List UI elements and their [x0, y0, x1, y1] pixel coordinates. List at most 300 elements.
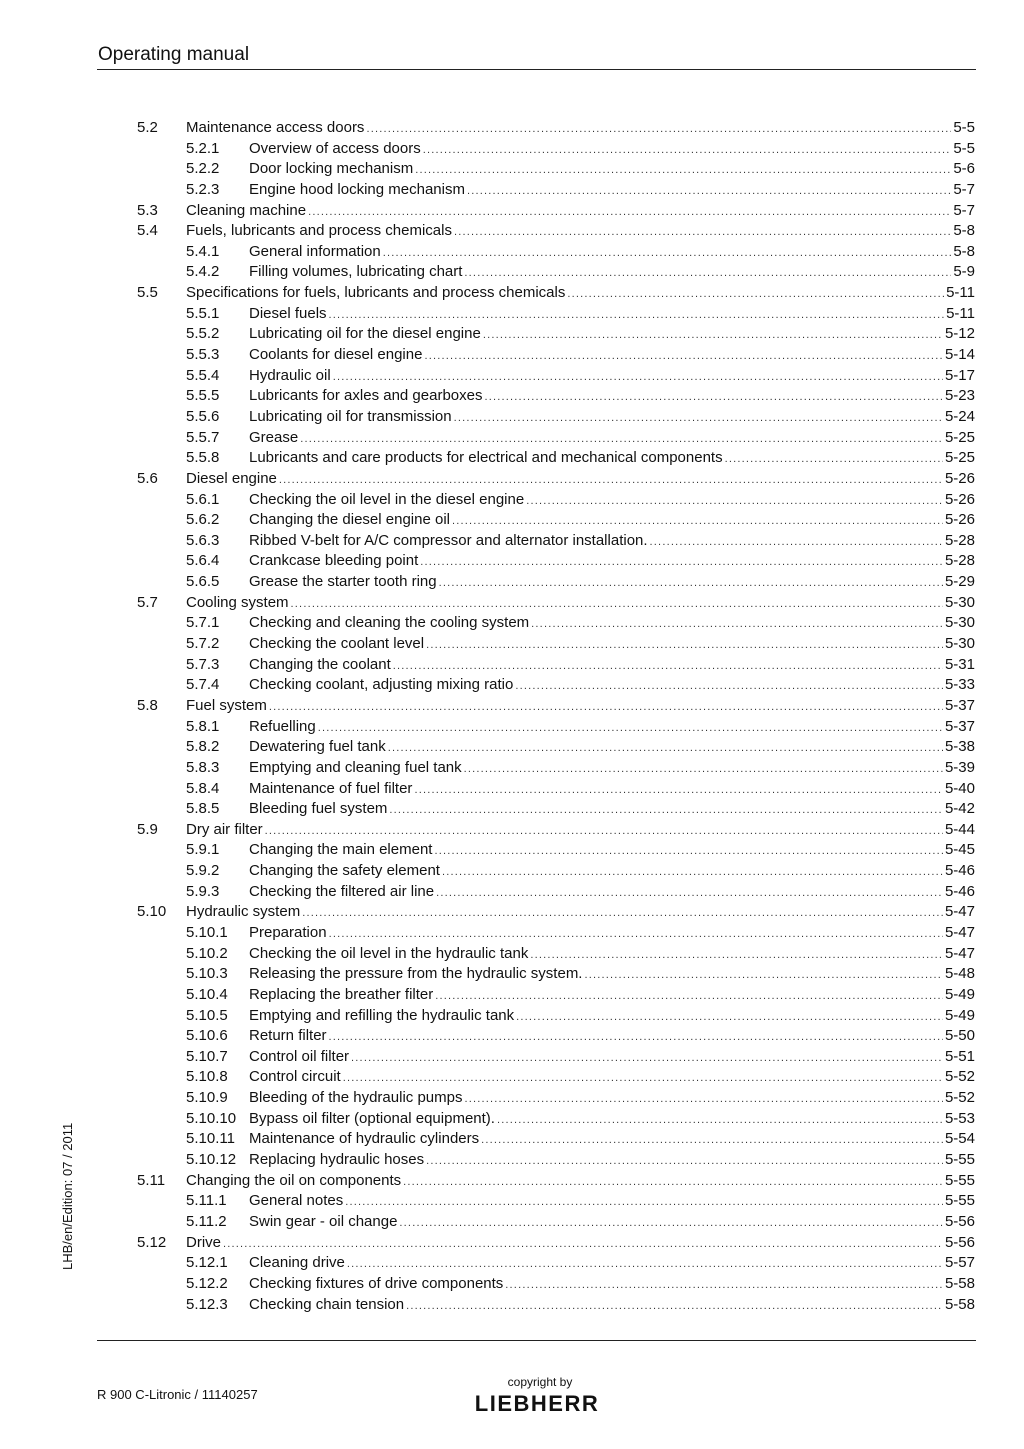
toc-entry[interactable]	[0, 675, 1024, 696]
toc-entry-line	[249, 717, 975, 739]
header-rule	[97, 69, 976, 70]
toc-entry-page: 5-30	[944, 635, 975, 653]
toc-entry-page: 5-29	[944, 573, 975, 591]
toc-entry-line	[249, 366, 975, 388]
toc-entry-title: Hydraulic system	[186, 903, 301, 921]
toc-entry-title: Checking coolant, adjusting mixing ratio	[249, 676, 514, 694]
toc-entry-line	[249, 675, 975, 697]
toc-entry[interactable]	[0, 902, 1024, 923]
toc-entry-line	[186, 1171, 975, 1193]
toc-entry-number: 5.4.2	[186, 263, 220, 281]
toc-entry-number: 5.10.1	[186, 923, 228, 941]
toc-entry-number: 5.4.1	[186, 242, 220, 260]
toc-entry-number: 5.9.1	[186, 841, 220, 859]
toc-entry-number: 5.5.5	[186, 387, 220, 405]
toc-entry-page: 5-26	[944, 469, 975, 487]
dot-leader	[265, 821, 943, 842]
dot-leader	[333, 367, 943, 388]
toc-entry-line	[249, 861, 975, 883]
dot-leader	[308, 202, 951, 223]
dot-leader	[516, 1007, 943, 1028]
toc-entry-page: 5-25	[944, 428, 975, 446]
toc-entry-line	[186, 593, 975, 615]
dot-leader	[442, 862, 943, 883]
dot-leader	[329, 1027, 943, 1048]
toc-entry[interactable]	[0, 1006, 1024, 1027]
toc-entry-title: Checking the oil level in the diesel engine	[249, 490, 525, 508]
toc-entry-line	[249, 799, 975, 821]
toc-entry-number: 5.3	[137, 201, 158, 219]
toc-entry[interactable]	[0, 655, 1024, 676]
toc-entry-title: Swin gear - oil change	[249, 1212, 398, 1230]
toc-entry-title: Changing the coolant	[249, 655, 391, 673]
toc-entry[interactable]	[0, 139, 1024, 160]
toc-entry-page: 5-52	[944, 1089, 975, 1107]
dot-leader	[389, 800, 943, 821]
toc-entry-number: 5.9.3	[186, 882, 220, 900]
dot-leader	[567, 284, 944, 305]
toc-entry[interactable]	[0, 428, 1024, 449]
toc-entry-title: Crankcase bleeding point	[249, 552, 419, 570]
toc-entry-line	[249, 1212, 975, 1234]
dot-leader	[345, 1192, 943, 1213]
toc-entry-number: 5.10.12	[186, 1151, 237, 1169]
dot-leader	[467, 181, 951, 202]
toc-entry[interactable]	[0, 448, 1024, 469]
toc-entry-title: Checking chain tension	[249, 1295, 405, 1313]
toc-entry-page: 5-5	[953, 139, 975, 157]
toc-entry-page: 5-52	[944, 1068, 975, 1086]
dot-leader	[530, 945, 943, 966]
toc-entry-page: 5-24	[944, 407, 975, 425]
toc-entry-title: Fuels, lubricants and process chemicals	[186, 222, 452, 240]
toc-entry-line	[249, 882, 975, 904]
toc-entry-title: Replacing the breather filter	[249, 985, 434, 1003]
toc-entry-title: Dewatering fuel tank	[249, 738, 386, 756]
toc-entry-line	[249, 1274, 975, 1296]
toc-entry-page: 5-49	[944, 1006, 975, 1024]
dot-leader	[505, 1275, 943, 1296]
toc-entry[interactable]	[0, 531, 1024, 552]
toc-entry-page: 5-23	[944, 387, 975, 405]
toc-entry-number: 5.9.2	[186, 862, 220, 880]
toc-entry-title: Changing the main element	[249, 841, 433, 859]
toc-entry-line	[186, 283, 975, 305]
toc-entry[interactable]	[0, 304, 1024, 325]
dot-leader	[279, 470, 943, 491]
toc-entry-page: 5-39	[944, 758, 975, 776]
toc-entry-title: Changing the diesel engine oil	[249, 511, 450, 529]
toc-entry[interactable]	[0, 1171, 1024, 1192]
toc-entry-line	[249, 1129, 975, 1151]
toc-entry-page: 5-37	[944, 717, 975, 735]
toc-entry[interactable]	[0, 634, 1024, 655]
toc-entry-line	[249, 1109, 975, 1131]
toc-entry-number: 5.2.1	[186, 139, 220, 157]
dot-leader	[329, 305, 945, 326]
dot-leader	[484, 387, 942, 408]
toc-entry-title: Overview of access doors	[249, 139, 421, 157]
toc-entry[interactable]	[0, 366, 1024, 387]
page-header-title: Operating manual	[98, 44, 250, 65]
toc-entry-title: Grease	[249, 428, 299, 446]
toc-entry[interactable]	[0, 1109, 1024, 1130]
copyright-label: copyright by	[507, 1375, 573, 1389]
toc-entry-page: 5-58	[944, 1295, 975, 1313]
toc-entry-title: Preparation	[249, 923, 327, 941]
toc-entry-number: 5.12.2	[186, 1274, 228, 1292]
dot-leader	[318, 718, 943, 739]
dot-leader	[464, 1089, 943, 1110]
toc-entry-number: 5.10.5	[186, 1006, 228, 1024]
toc-entry-number: 5.12.1	[186, 1254, 228, 1272]
dot-leader	[423, 140, 952, 161]
dot-leader	[415, 160, 951, 181]
toc-entry-line	[249, 531, 975, 553]
toc-entry-title: Bypass oil filter (optional equipment).	[249, 1109, 495, 1127]
toc-entry-number: 5.7	[137, 593, 158, 611]
toc-entry[interactable]	[0, 1233, 1024, 1254]
toc-entry-number: 5.5.2	[186, 325, 220, 343]
toc-entry[interactable]	[0, 221, 1024, 242]
toc-entry-page: 5-55	[944, 1171, 975, 1189]
toc-entry-line	[249, 758, 975, 780]
toc-entry[interactable]	[0, 1274, 1024, 1295]
toc-entry-page: 5-47	[944, 923, 975, 941]
toc-entry-number: 5.10.3	[186, 965, 228, 983]
toc-entry[interactable]	[0, 840, 1024, 861]
toc-entry-number: 5.2.3	[186, 180, 220, 198]
toc-entry[interactable]	[0, 1253, 1024, 1274]
dot-leader	[435, 986, 943, 1007]
toc-entry-number: 5.7.1	[186, 614, 220, 632]
toc-entry-line	[186, 118, 975, 140]
dot-leader	[383, 243, 952, 264]
toc-entry-page: 5-45	[944, 841, 975, 859]
toc-entry-title: Fuel system	[186, 696, 267, 714]
toc-entry-title: Cooling system	[186, 593, 289, 611]
toc-entry-title: Cleaning machine	[186, 201, 307, 219]
toc-entry-title: Dry air filter	[186, 820, 263, 838]
toc-entry-number: 5.10	[137, 903, 167, 921]
toc-entry[interactable]	[0, 283, 1024, 304]
toc-entry[interactable]	[0, 1088, 1024, 1109]
toc-entry-number: 5.12.3	[186, 1295, 228, 1313]
toc-entry-number: 5.5	[137, 284, 158, 302]
toc-entry[interactable]	[0, 324, 1024, 345]
toc-entry-line	[249, 1067, 975, 1089]
toc-entry-line	[249, 1150, 975, 1172]
toc-entry-title: Checking fixtures of drive components	[249, 1274, 504, 1292]
toc-entry-number: 5.8.4	[186, 779, 220, 797]
toc-entry-line	[186, 820, 975, 842]
toc-entry-title: Checking the coolant level	[249, 635, 425, 653]
toc-entry-number: 5.9	[137, 820, 158, 838]
toc-entry[interactable]	[0, 985, 1024, 1006]
toc-entry[interactable]	[0, 861, 1024, 882]
toc-entry-number: 5.7.3	[186, 655, 220, 673]
toc-entry-line	[249, 1026, 975, 1048]
toc-entry-line	[249, 923, 975, 945]
toc-entry-line	[249, 779, 975, 801]
toc-entry-number: 5.5.7	[186, 428, 220, 446]
toc-entry-line	[249, 510, 975, 532]
dot-leader	[399, 1213, 943, 1234]
toc-entry-title: Checking and cleaning the cooling system	[249, 614, 530, 632]
edition-side-label: LHB/en/Edition: 07 / 2011	[60, 1122, 75, 1270]
dot-leader	[426, 635, 943, 656]
dot-leader	[302, 903, 943, 924]
toc-entry-page: 5-54	[944, 1130, 975, 1148]
toc-entry-number: 5.6	[137, 469, 158, 487]
toc-entry-number: 5.7.2	[186, 635, 220, 653]
toc-entry-page: 5-50	[944, 1027, 975, 1045]
toc-entry-page: 5-55	[944, 1192, 975, 1210]
dot-leader	[452, 511, 943, 532]
dot-leader	[300, 429, 943, 450]
toc-entry-line	[249, 551, 975, 573]
toc-entry-line	[249, 613, 975, 635]
dot-leader	[454, 408, 943, 429]
toc-entry[interactable]	[0, 696, 1024, 717]
toc-entry[interactable]	[0, 613, 1024, 634]
toc-entry-line	[186, 221, 975, 243]
toc-entry-number: 5.2.2	[186, 160, 220, 178]
toc-entry-page: 5-9	[953, 263, 975, 281]
toc-entry[interactable]	[0, 737, 1024, 758]
toc-entry-number: 5.5.8	[186, 449, 220, 467]
dot-leader	[483, 325, 943, 346]
toc-entry-title: Lubricating oil for the diesel engine	[249, 325, 481, 343]
toc-entry[interactable]	[0, 820, 1024, 841]
toc-entry-line	[249, 304, 975, 326]
toc-entry-line	[249, 634, 975, 656]
dot-leader	[725, 449, 943, 470]
toc-entry[interactable]	[0, 1191, 1024, 1212]
toc-entry-number: 5.8.1	[186, 717, 220, 735]
dot-leader	[436, 883, 943, 904]
toc-entry-title: Bleeding fuel system	[249, 800, 388, 818]
toc-entry[interactable]	[0, 1295, 1024, 1316]
dot-leader	[584, 965, 942, 986]
toc-entry[interactable]	[0, 510, 1024, 531]
dot-leader	[426, 1151, 943, 1172]
toc-entry-page: 5-31	[944, 655, 975, 673]
toc-entry-line	[249, 448, 975, 470]
toc-entry-title: Maintenance of hydraulic cylinders	[249, 1130, 480, 1148]
toc-entry-line	[249, 655, 975, 677]
toc-entry[interactable]	[0, 758, 1024, 779]
dot-leader	[269, 697, 943, 718]
toc-entry-page: 5-53	[944, 1109, 975, 1127]
toc-entry-page: 5-26	[944, 490, 975, 508]
footer-rule	[97, 1340, 976, 1341]
toc-entry-number: 5.11.1	[186, 1192, 227, 1210]
toc-entry-number: 5.10.6	[186, 1027, 228, 1045]
toc-entry[interactable]	[0, 386, 1024, 407]
toc-entry-title: Checking the filtered air line	[249, 882, 435, 900]
toc-entry-number: 5.7.4	[186, 676, 220, 694]
toc-entry-page: 5-47	[944, 944, 975, 962]
toc-entry-number: 5.8.5	[186, 800, 220, 818]
toc-entry[interactable]	[0, 490, 1024, 511]
toc-entry-line	[249, 964, 975, 986]
toc-entry[interactable]	[0, 180, 1024, 201]
toc-entry[interactable]	[0, 1047, 1024, 1068]
dot-leader	[388, 738, 943, 759]
toc-entry-page: 5-42	[944, 800, 975, 818]
toc-entry[interactable]	[0, 799, 1024, 820]
toc-entry-page: 5-38	[944, 738, 975, 756]
dot-leader	[351, 1048, 943, 1069]
toc-entry-title: Grease the starter tooth ring	[249, 573, 437, 591]
toc-entry-title: Drive	[186, 1233, 222, 1251]
dot-leader	[393, 656, 943, 677]
toc-entry-line	[249, 159, 975, 181]
toc-entry-number: 5.12	[137, 1233, 167, 1251]
toc-entry-number: 5.10.11	[186, 1130, 235, 1148]
toc-entry[interactable]	[0, 1026, 1024, 1047]
dot-leader	[650, 532, 943, 553]
toc-entry[interactable]	[0, 923, 1024, 944]
toc-entry-line	[249, 1295, 975, 1317]
dot-leader	[347, 1254, 943, 1275]
toc-entry[interactable]	[0, 1212, 1024, 1233]
toc-entry-line	[186, 469, 975, 491]
toc-entry-page: 5-49	[944, 985, 975, 1003]
dot-leader	[464, 759, 943, 780]
toc-entry[interactable]	[0, 551, 1024, 572]
toc-entry-title: Hydraulic oil	[249, 366, 331, 384]
toc-entry-title: Control oil filter	[249, 1047, 350, 1065]
toc-entry-title: Return filter	[249, 1027, 327, 1045]
toc-entry-page: 5-11	[946, 284, 975, 302]
toc-entry-number: 5.10.10	[186, 1109, 237, 1127]
dot-leader	[481, 1130, 943, 1151]
toc-entry[interactable]	[0, 779, 1024, 800]
toc-entry[interactable]	[0, 593, 1024, 614]
toc-entry-page: 5-28	[944, 531, 975, 549]
toc-entry-title: Maintenance of fuel filter	[249, 779, 413, 797]
toc-entry-page: 5-28	[944, 552, 975, 570]
toc-entry-title: Checking the oil level in the hydraulic tank	[249, 944, 529, 962]
toc-entry-page: 5-46	[944, 862, 975, 880]
toc-entry-title: Refuelling	[249, 717, 316, 735]
toc-entry-title: Cleaning drive	[249, 1254, 345, 1272]
toc-entry-page: 5-8	[953, 222, 975, 240]
toc-entry-number: 5.10.8	[186, 1068, 228, 1086]
toc-entry[interactable]	[0, 964, 1024, 985]
toc-entry[interactable]	[0, 118, 1024, 139]
toc-entry-title: Changing the oil on components	[186, 1171, 402, 1189]
dot-leader	[424, 346, 943, 367]
toc-entry-line	[249, 262, 975, 284]
toc-entry[interactable]	[0, 1129, 1024, 1150]
toc-entry-title: General information	[249, 242, 381, 260]
toc-entry-page: 5-7	[953, 180, 975, 198]
toc-entry[interactable]	[0, 262, 1024, 283]
toc-entry-number: 5.10.9	[186, 1089, 228, 1107]
toc-entry-page: 5-58	[944, 1274, 975, 1292]
toc-entry-line	[186, 902, 975, 924]
toc-entry-line	[249, 1047, 975, 1069]
toc-entry-title: Coolants for diesel engine	[249, 346, 423, 364]
toc-entry-page: 5-55	[944, 1151, 975, 1169]
toc-entry-line	[249, 180, 975, 202]
toc-entry[interactable]	[0, 345, 1024, 366]
toc-entry[interactable]	[0, 717, 1024, 738]
toc-entry-page: 5-57	[944, 1254, 975, 1272]
toc-entry-line	[186, 696, 975, 718]
toc-entry-title: General notes	[249, 1192, 344, 1210]
toc-entry-number: 5.6.4	[186, 552, 220, 570]
toc-entry-line	[186, 1233, 975, 1255]
toc-entry-line	[249, 1088, 975, 1110]
toc-entry-title: Bleeding of the hydraulic pumps	[249, 1089, 463, 1107]
toc-entry-title: Diesel fuels	[249, 304, 327, 322]
toc-entry[interactable]	[0, 882, 1024, 903]
dot-leader	[223, 1234, 943, 1255]
dot-leader	[526, 491, 943, 512]
toc-entry[interactable]	[0, 407, 1024, 428]
toc-entry-number: 5.11.2	[186, 1212, 227, 1230]
toc-entry-number: 5.6.5	[186, 573, 220, 591]
dot-leader	[403, 1172, 943, 1193]
toc-entry-title: Filling volumes, lubricating chart	[249, 263, 463, 281]
toc-entry[interactable]	[0, 572, 1024, 593]
dot-leader	[531, 614, 943, 635]
dot-leader	[406, 1296, 943, 1317]
toc-entry-number: 5.8.3	[186, 758, 220, 776]
toc-entry-page: 5-30	[944, 593, 975, 611]
toc-entry-number: 5.10.7	[186, 1047, 228, 1065]
toc-entry-number: 5.2	[137, 119, 158, 136]
toc-entry-page: 5-44	[944, 820, 975, 838]
toc-entry-line	[186, 201, 975, 223]
liebherr-logo-text: LIEBHERR	[474, 1391, 600, 1415]
toc-entry-title: Control circuit	[249, 1068, 341, 1086]
toc-entry-number: 5.5.6	[186, 407, 220, 425]
toc-entry[interactable]	[0, 944, 1024, 965]
toc-entry[interactable]	[0, 242, 1024, 263]
toc-entry-line	[249, 985, 975, 1007]
dot-leader	[454, 222, 951, 243]
toc-entry-number: 5.6.2	[186, 511, 220, 529]
toc-entry-line	[249, 572, 975, 594]
toc-entry-title: Lubricants and care products for electrical and mechanical components	[249, 449, 723, 467]
toc-entry-title: Lubricating oil for transmission	[249, 407, 452, 425]
dot-leader	[515, 676, 943, 697]
toc-entry-page: 5-33	[944, 676, 975, 694]
toc-entry[interactable]	[0, 1067, 1024, 1088]
toc-entry[interactable]	[0, 1150, 1024, 1171]
toc-entry-line	[249, 1006, 975, 1028]
toc-entry[interactable]	[0, 159, 1024, 180]
toc-entry-line	[249, 840, 975, 862]
toc-entry-title: Emptying and refilling the hydraulic tank	[249, 1006, 515, 1024]
toc-entry-line	[249, 386, 975, 408]
liebherr-logo	[456, 1391, 618, 1415]
toc-entry[interactable]	[0, 469, 1024, 490]
footer-document-id: R 900 C-Litronic / 11140257	[97, 1387, 258, 1402]
toc-entry-number: 5.6.1	[186, 490, 220, 508]
toc-entry-page: 5-30	[944, 614, 975, 632]
toc-entry-page: 5-56	[944, 1233, 975, 1251]
toc-entry-number: 5.8.2	[186, 738, 220, 756]
toc-entry-number: 5.11	[137, 1171, 166, 1189]
toc-entry[interactable]	[0, 201, 1024, 222]
toc-entry-page: 5-17	[944, 366, 975, 384]
